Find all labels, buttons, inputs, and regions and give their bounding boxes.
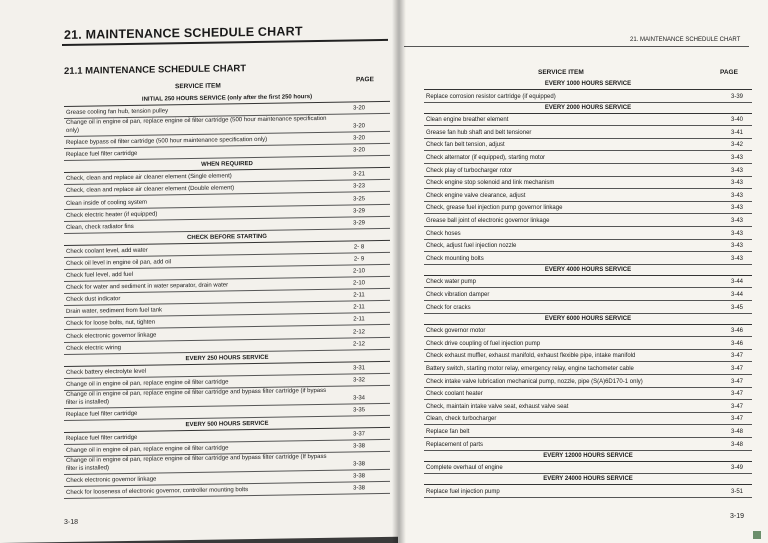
service-item-text: Check exhaust muffler, exhaust manifold, exhaust flexible pipe, intake manifold <box>426 353 636 360</box>
page-reference: 3-47 <box>730 403 743 410</box>
service-item-text: Check electronic governor linkage <box>66 476 157 485</box>
service-item-text: Check for water and sediment in water separator, drain water <box>66 282 229 292</box>
service-item-text: Check engine valve clearance, adjust <box>426 192 526 199</box>
page-reference: 3-31 <box>352 365 365 372</box>
schedule-row <box>424 239 752 253</box>
page-reference: 2-12 <box>352 340 365 348</box>
page-reference: 3-39 <box>730 93 743 100</box>
book-gutter <box>392 0 406 543</box>
section-heading-text: CHECK BEFORE STARTING <box>187 233 267 241</box>
service-item-text: Check governor motor <box>426 328 486 335</box>
schedule-row <box>424 138 752 152</box>
service-item-text: Check oil level in engine oil pan, add oil <box>66 259 172 267</box>
page-reference: 3-35 <box>352 407 365 414</box>
page-reference: 3-41 <box>730 129 743 136</box>
service-item-text: Grease fan hub shaft and belt tensioner <box>426 129 532 136</box>
page-reference: 3-47 <box>730 353 743 360</box>
section-heading-text: EVERY 4000 HOURS SERVICE <box>544 266 632 273</box>
service-item-text: Replace fuel filter cartridge <box>66 151 138 159</box>
service-item-text: Clean engine breather element <box>426 117 509 124</box>
schedule-row <box>424 324 752 338</box>
service-item-text: Check electronic governor linkage <box>66 332 157 340</box>
service-item-text: Replacement of parts <box>426 441 484 448</box>
page-reference: 3-44 <box>730 291 743 298</box>
section-heading-text: EVERY 1000 HOURS SERVICE <box>544 81 632 87</box>
page-reference: 3-48 <box>730 428 743 435</box>
schedule-row <box>424 275 752 289</box>
schedule-row <box>424 213 752 227</box>
section-heading-text: EVERY 12000 HOURS SERVICE <box>543 452 633 459</box>
service-item-text: Clean inside of cooling system <box>66 199 148 207</box>
page-reference: 3-38 <box>352 461 365 468</box>
page-reference: 3-23 <box>352 183 365 190</box>
page-reference: 3-43 <box>730 167 743 174</box>
schedule-row <box>424 125 752 139</box>
service-item-text: Check coolant level, add water <box>66 247 148 255</box>
schedule-row <box>424 150 752 164</box>
schedule-row <box>424 387 752 401</box>
corner-tab-icon <box>753 531 761 539</box>
schedule-row <box>424 113 752 127</box>
service-item-text: Check mounting bolts <box>426 255 484 262</box>
service-item-text: Grease ball joint of electronic governor linkage <box>426 217 550 224</box>
service-item-text: Change oil in engine oil pan, replace engine oil filter cartridge and bypass filter cartridge (if bypass filter is installed) <box>66 387 327 406</box>
column-header-service-item: SERVICE ITEM <box>175 82 221 91</box>
page-reference: 3-42 <box>730 142 743 149</box>
service-item-text: Grease cooling fan hub, tension pulley <box>66 108 169 117</box>
service-item-text: Check, grease fuel injection pump governor linkage <box>426 205 563 212</box>
page-reference: 2- 8 <box>353 244 365 251</box>
section-heading-text: INITIAL 250 HOURS SERVICE (only after the first 250 hours) <box>141 94 313 103</box>
page-reference: 3-46 <box>730 340 743 347</box>
service-item-text: Change oil in engine oil pan, replace engine oil filter cartridge (500 hour maintenance specification only) <box>66 115 327 135</box>
page-reference: 3-20 <box>352 123 365 130</box>
page-reference: 2-10 <box>352 280 365 287</box>
service-item-text: Clean, check turbocharger <box>426 416 497 423</box>
schedule-row <box>424 399 752 413</box>
page-reference: 3-46 <box>730 328 743 335</box>
schedule-row <box>424 176 752 190</box>
schedule-row <box>424 201 752 215</box>
running-header: 21. MAINTENANCE SCHEDULE CHART <box>630 37 741 43</box>
service-item-text: Replace fan belt <box>426 428 470 435</box>
page-reference: 3-29 <box>352 220 365 227</box>
header-rule <box>404 46 749 47</box>
page-reference: 3-43 <box>730 255 743 262</box>
page-reference: 3-43 <box>730 180 743 187</box>
page-reference: 3-21 <box>352 171 365 178</box>
service-item-text: Complete overhaul of engine <box>426 465 503 472</box>
service-item-text: Check, maintain intake valve seat, exhaust valve seat <box>426 403 569 410</box>
page-reference: 3-29 <box>352 207 365 215</box>
schedule-row <box>424 412 752 426</box>
page-reference: 3-47 <box>730 365 743 372</box>
service-item-text: Change oil in engine oil pan, replace engine oil filter cartridge <box>66 445 229 455</box>
service-item-text: Check play of turbocharger rotor <box>426 167 513 174</box>
service-item-text: Check vibration damper <box>426 291 490 298</box>
service-item-text: Drain water, sediment from fuel tank <box>66 307 163 316</box>
page-reference: 3-38 <box>352 485 365 492</box>
section-heading-text: EVERY 250 HOURS SERVICE <box>185 354 269 362</box>
page-number-right: 3-19 <box>730 513 745 520</box>
column-header-page: PAGE <box>356 76 374 84</box>
page-reference: 3-44 <box>730 279 743 286</box>
service-item-text: Check for cracks <box>426 304 471 311</box>
service-item-text: Replace fuel filter cartridge <box>66 410 138 418</box>
schedule-row <box>424 361 752 375</box>
service-item-text: Replace fuel injection pump <box>426 488 500 495</box>
page-reference: 3-20 <box>352 135 365 142</box>
service-item-text: Change oil in engine oil pan, replace engine oil filter cartridge <box>66 379 229 388</box>
service-item-text: Check water pump <box>426 279 477 286</box>
page-reference: 2-10 <box>352 268 365 275</box>
service-item-text: Check engine stop solenoid and link mechanism <box>426 180 555 187</box>
page-reference: 3-47 <box>730 391 743 398</box>
page-reference: 2-11 <box>353 292 365 299</box>
service-item-text: Check, clean and replace air cleaner element (Single element) <box>66 173 232 183</box>
page-reference: 3-20 <box>352 105 365 112</box>
schedule-row <box>424 226 752 240</box>
page-reference: 3-40 <box>730 117 743 124</box>
page-reference: 3-45 <box>730 304 743 311</box>
schedule-row <box>424 336 752 350</box>
page-reference: 3-47 <box>730 378 743 385</box>
schedule-row <box>424 89 752 103</box>
service-item-text: Check, adjust fuel injection nozzle <box>426 243 517 250</box>
section-heading-text: EVERY 500 HOURS SERVICE <box>185 420 269 429</box>
service-item-text: Check for looseness of electronic governor, controller mounting bolts <box>66 487 249 497</box>
page-reference: 3-49 <box>730 465 743 472</box>
service-item-text: Check alternator (if equipped), starting motor <box>426 154 546 161</box>
page-reference: 3-51 <box>730 488 743 495</box>
service-item-text: Check dust indicator <box>66 296 121 304</box>
page-reference: 3-32 <box>352 377 365 384</box>
page-reference: 3-43 <box>730 243 743 250</box>
page-reference: 3-48 <box>730 441 743 448</box>
page-reference: 2-12 <box>352 328 365 336</box>
service-item-text: Check, clean and replace air cleaner element (Double element) <box>66 185 235 195</box>
page-number-left: 3-18 <box>64 518 79 526</box>
page-reference: 3-38 <box>352 473 365 480</box>
page-reference: 2-11 <box>353 304 365 311</box>
service-item-text: Replace corrosion resistor cartridge (if equipped) <box>426 93 556 100</box>
service-item-text: Check fuel level, add fuel <box>66 272 134 280</box>
service-item-text: Check battery electrolyte level <box>66 368 147 376</box>
page-reference: 2- 9 <box>353 256 365 263</box>
page-reference: 3-20 <box>352 147 365 154</box>
page-reference: 3-34 <box>352 395 365 402</box>
section-title: 21.1 MAINTENANCE SCHEDULE CHART <box>64 63 247 77</box>
section-heading-text: EVERY 24000 HOURS SERVICE <box>543 476 633 483</box>
service-item-text: Check for loose bolts, nut, tighten <box>66 320 156 328</box>
schedule-row <box>424 188 752 202</box>
service-item-text: Check fan belt tension, adjust <box>426 142 505 149</box>
service-item-text: Check coolant heater <box>426 391 483 398</box>
schedule-row <box>424 163 752 177</box>
schedule-row <box>424 484 752 498</box>
page-reference: 3-47 <box>730 416 743 423</box>
column-header-page-right: PAGE <box>720 69 738 76</box>
schedule-row <box>424 424 752 438</box>
service-item-text: Replace bypass oil filter cartridge (500 hour maintenance specification only) <box>66 136 268 147</box>
chapter-title: 21. MAINTENANCE SCHEDULE CHART <box>64 24 303 42</box>
service-item-text: Clean, check radiator fins <box>66 223 134 231</box>
page-reference: 3-38 <box>352 443 365 450</box>
page-reference: 3-43 <box>730 230 743 237</box>
schedule-row <box>424 349 752 363</box>
page-reference: 3-43 <box>730 205 743 212</box>
page-reference: 3-43 <box>730 192 743 199</box>
schedule-row <box>424 437 752 451</box>
schedule-row <box>424 374 752 388</box>
service-item-text: Check electric heater (if equipped) <box>66 211 158 219</box>
schedule-row <box>424 300 752 314</box>
service-item-text: Change oil in engine oil pan, replace engine oil filter cartridge and bypass filter cartridge (If bypass filter is installed) <box>66 454 327 473</box>
section-heading-text: WHEN REQUIRED <box>201 161 253 169</box>
service-item-text: Replace fuel filter cartridge <box>66 434 138 443</box>
page-reference: 3-37 <box>352 431 365 438</box>
page-reference: 3-43 <box>730 217 743 224</box>
section-heading-text: EVERY 2000 HOURS SERVICE <box>544 104 632 111</box>
service-item-text: Check electric wiring <box>66 344 122 352</box>
schedule-row <box>424 287 752 301</box>
schedule-row <box>424 251 752 265</box>
column-header-service-item-right: SERVICE ITEM <box>538 69 584 76</box>
left-schedule-table <box>64 89 390 497</box>
service-item-text: Check drive coupling of fuel injection pump <box>426 340 541 347</box>
service-item-text: Check hoses <box>426 230 461 237</box>
right-page <box>398 0 768 543</box>
schedule-row <box>424 461 752 475</box>
section-heading-text: EVERY 6000 HOURS SERVICE <box>544 315 632 322</box>
service-item-text: Battery switch, starting motor relay, emergency relay, engine tachometer cable <box>426 365 634 372</box>
page-reference: 3-43 <box>730 154 743 161</box>
service-item-text: Check intake valve lubrication mechanical pump, nozzle, pipe (S(A)6D170-1 only) <box>426 378 643 385</box>
page-reference: 2-11 <box>353 316 365 323</box>
page-reference: 3-25 <box>352 195 365 203</box>
